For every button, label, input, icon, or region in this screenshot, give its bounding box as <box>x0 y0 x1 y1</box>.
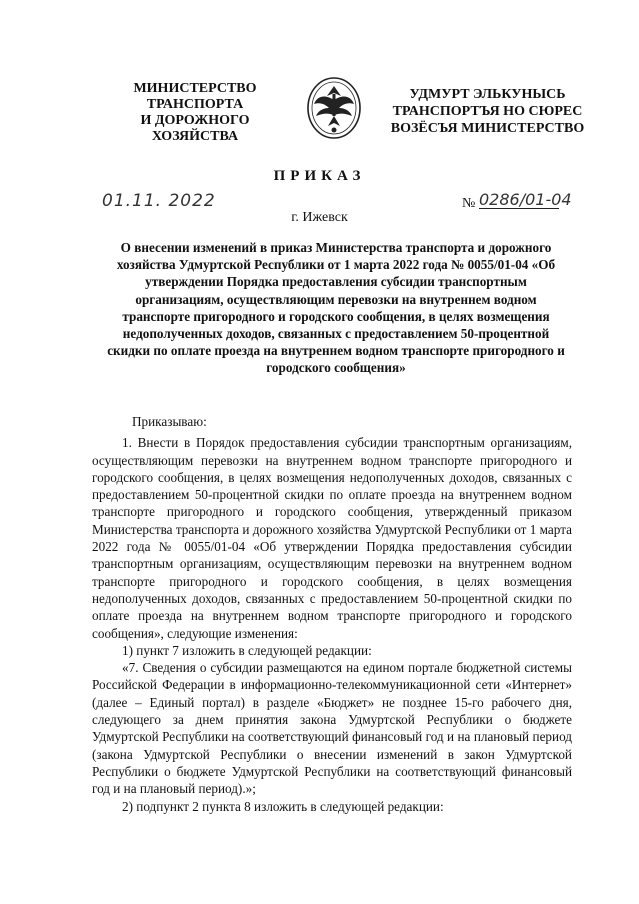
order-number: 0286/01-04 <box>479 190 572 209</box>
ministry-name-line: МИНИСТЕРСТВО <box>133 81 257 96</box>
ministry-name-line: ХОЗЯЙСТВА <box>151 129 239 144</box>
body-paragraph: 1. Внести в Порядок предоставления субсидии транспортным организациям, осуществляющим перевозки на внутреннем водном транспорте пригородного и городского сообщения, в целях возмещения недополученных доходов, связанных с предоставлением 50-процентной скидки по оплате проезда на внутреннем водном транспорте пригородного и городского сообщения, утвержденный приказом Министерства транспорта и дорожного хозяйства Удмуртской Республики от 1 марта 2022 года № 0055/01-04 «Об утверждении Порядка предоставления субсидии транспортным организациям, осуществляющим перевозки на внутреннем водном транспорте пригородного и городского сообщения, в целях возмещения недополученных доходов, связанных с предоставлением 50-процентной скидки по оплате проезда на внутреннем водном транспорте пригородного и городского сообщения», следующие изменения: <box>92 435 572 641</box>
order-title: ПРИКАЗ <box>273 168 366 184</box>
number-sign: № <box>462 196 476 211</box>
order-heading: О внесении изменений в приказ Министерства транспорта и дорожного хозяйства Удмуртской Республики от 1 марта 2022 года № 0055/01-04 «Об утверждении Порядка предоставления субсидии транспортным организациям, осуществляющим перевозки на внутреннем водном транспорте пригородного и городского сообщения, в целях возмещения недополученных доходов, связанных с предоставлением 50-процентной скидки по оплате проезда на внутреннем водном транспорте пригородного и городского сообщения» <box>107 240 565 376</box>
order-date: 01.11. 2022 <box>102 191 216 211</box>
order-intro: Приказываю: <box>132 414 207 429</box>
ministry-name-line: ВОЗЁСЪЯ МИНИСТЕРСТВО <box>390 121 585 136</box>
ministry-name-line: УДМУРТ ЭЛЬКУНЫСЬ <box>409 87 566 102</box>
ministry-name-russian <box>120 81 270 145</box>
order-city: г. Ижевск <box>291 210 348 225</box>
number-underline <box>479 208 559 209</box>
order-body <box>92 413 572 815</box>
ministry-name-line: И ДОРОЖНОГО <box>140 113 250 128</box>
ministry-name-line: ТРАНСПОРТА <box>146 97 244 112</box>
ministry-name-line: ТРАНСПОРТЪЯ НО СЮРЕС <box>392 104 583 119</box>
body-paragraph: «7. Сведения о субсидии размещаются на едином портале бюджетной системы Российской Федерации в информационно-телекоммуникационной сети «Интернет» (далее – Единый портал) в разделе «Бюджет» не позднее 15-го рабочего дня, следующего за днем принятия закона Удмуртской Республики о бюджете Удмуртской Республики на соответствующий финансовый год и на плановый период (закона Удмуртской Республики о внесении изменений в закон Удмуртской Республики о бюджете Удмуртской Республики на соответствующий финансовый год и на плановый период).»; <box>92 660 572 797</box>
body-paragraph: 2) подпункт 2 пункта 8 изложить в следующей редакции: <box>122 798 444 814</box>
coat-of-arms-icon <box>303 72 365 142</box>
ministry-name-udmurt <box>385 86 590 137</box>
body-paragraph: 1) пункт 7 изложить в следующей редакции: <box>122 642 372 658</box>
